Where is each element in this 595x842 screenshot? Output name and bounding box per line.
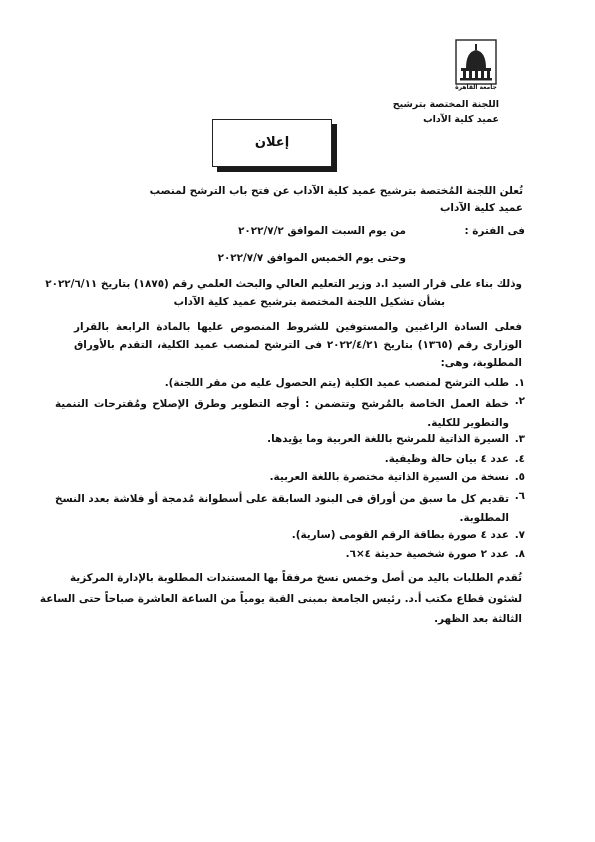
requirements-intro-line1: فعلى السادة الراغبين والمستوفين للشروط المنصوص عليها بالمادة الرابعة بالقرار: [74, 321, 522, 333]
university-dome-logo-icon: [452, 38, 500, 86]
announcement-title-box: [212, 119, 332, 167]
decision-line1: وذلك بناء على قرار السيد ا.د وزير التعليم العالي والبحث العلمي رقم (١٨٧٥) بتاريخ ٢٠٢٢/٦/١١: [45, 278, 522, 290]
list-item: [55, 377, 525, 393]
list-item-text: خطة العمل الخاصة بالمُرشح وتتضمن : أوجه التطوير وطرق الإصلاح ومُقترحات التنمية والتطوير للكلية.: [55, 398, 509, 429]
list-item-text: طلب الترشح لمنصب عميد الكلية (يتم الحصول عليه من مقر اللجنة).: [164, 377, 509, 389]
list-item-number: ٧.: [514, 529, 525, 541]
list-item-text: تقديم كل ما سبق من أوراق فى البنود السابقة على أسطوانة مُدمجة أو فلاشة بعدد النسخ المطلوبة.: [55, 493, 509, 524]
list-item-number: ٢.: [514, 395, 525, 407]
list-item-number: ٨.: [514, 548, 525, 560]
list-item-text: السيرة الذاتية للمرشح باللغة العربية وما يؤيدها.: [267, 433, 509, 445]
list-item-number: ٤.: [514, 453, 525, 465]
list-item: [55, 490, 525, 524]
requirements-intro-line3: المطلوبة، وهى:: [440, 357, 522, 369]
period-to: وحتى يوم الخميس الموافق ٢٠٢٢/٧/٧: [217, 252, 406, 264]
list-item: [55, 471, 525, 487]
list-item: [55, 548, 525, 564]
committee-name-line2: عميد كلية الآداب: [423, 114, 499, 125]
list-item-number: ٣.: [514, 433, 525, 445]
list-item-number: ٦.: [514, 490, 525, 502]
logo-caption: جامعة القاهرة: [455, 84, 497, 91]
period-label: فى الفترة :: [464, 225, 525, 237]
list-item-number: ١.: [514, 377, 525, 389]
list-item: [55, 395, 525, 429]
closing-line2: لشئون قطاع مكتب أ.د. رئيس الجامعة بمبنى القبة يومياً من الساعة العاشرة صباحاً حتى الساعة: [39, 593, 522, 605]
announcement-title: إعلان: [254, 134, 290, 150]
period-from: من يوم السبت الموافق ٢٠٢٢/٧/٢: [238, 225, 406, 237]
list-item: [55, 453, 525, 469]
committee-name-line1: اللجنة المختصة بترشيح: [392, 99, 499, 110]
list-item-text: عدد ٢ صورة شخصية حديثة ٤×٦.: [345, 548, 509, 560]
requirements-intro-line2: الوزارى رقم (١٣٦٥) بتاريخ ٢٠٢٢/٤/٢١ فى الترشح لمنصب عميد الكلية، التقدم بالأوراق: [74, 339, 522, 351]
closing-line3: الثالثة بعد الظهر.: [434, 613, 522, 625]
list-item: [55, 529, 525, 545]
decision-line2: بشأن تشكيل اللجنة المختصة بترشيح عميد كلية الآداب: [173, 296, 445, 308]
list-item: [55, 433, 525, 449]
closing-line1: تُقدم الطلبات باليد من أصل وخمس نسخ مرفقاً بها المستندات المطلوبة بالإدارة المركزية: [70, 572, 522, 584]
list-item-text: عدد ٤ صورة بطاقة الرقم القومى (سارية).: [291, 529, 509, 541]
list-item-text: نسخة من السيرة الذاتية مختصرة باللغة العربية.: [269, 471, 509, 483]
intro-line1: تُعلن اللجنة المُختصة بترشيح عميد كلية الآداب عن فتح باب الترشح لمنصب: [149, 185, 523, 197]
list-item-number: ٥.: [514, 471, 525, 483]
intro-line2: عميد كلية الآداب: [439, 202, 523, 214]
list-item-text: عدد ٤ بيان حالة وظيفية.: [384, 453, 509, 465]
